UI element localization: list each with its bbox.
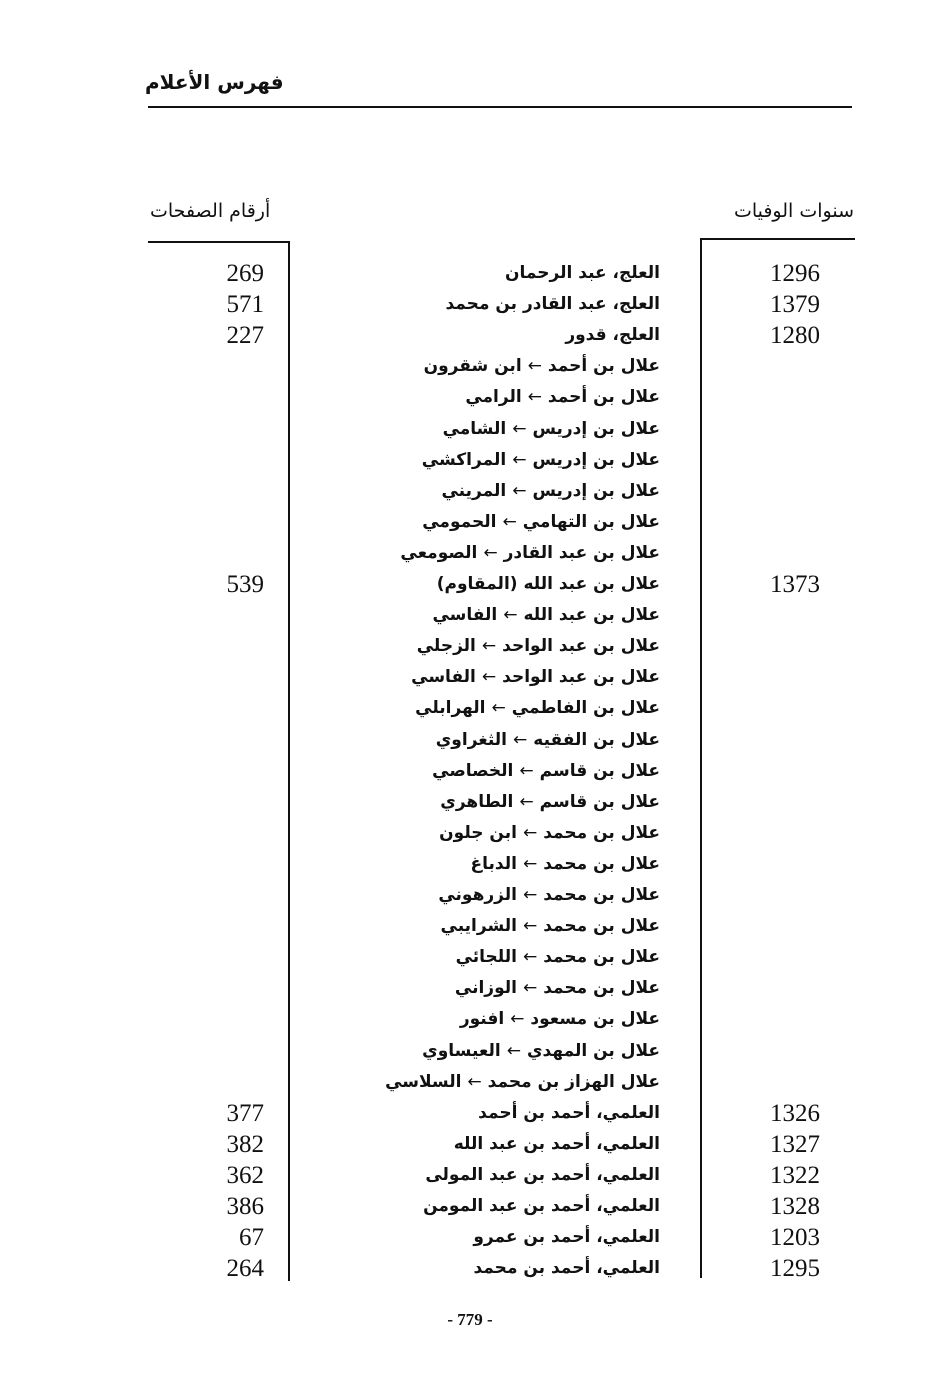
entry-name — [425, 1160, 660, 1191]
death-year: 1379 — [770, 291, 820, 319]
pages-column-title: أرقام الصفحات — [150, 200, 271, 222]
running-title: فهرس الأعلام — [145, 70, 284, 94]
see-arrow-icon: ← — [512, 480, 527, 501]
index-entry — [0, 289, 940, 320]
index-entry — [0, 1222, 940, 1253]
index-entry — [0, 973, 940, 1004]
name-text: علال بن عبد الواحد — [502, 667, 660, 688]
see-arrow-icon: ← — [491, 698, 506, 719]
cross-reference: ابن جلون — [439, 822, 517, 843]
page-reference: 264 — [226, 1255, 264, 1283]
cross-reference: الفاسي — [432, 605, 498, 626]
name-text: العلج، عبد القادر بن محمد — [445, 294, 660, 315]
index-entry — [0, 507, 940, 538]
entry-name — [439, 818, 660, 849]
see-arrow-icon: ← — [481, 636, 497, 657]
name-text: علال بن مسعود — [530, 1009, 660, 1030]
see-arrow-icon: ← — [522, 978, 538, 999]
entry-name — [454, 1129, 660, 1160]
entry-name — [424, 351, 660, 382]
index-entry — [0, 538, 940, 569]
entry-name — [411, 662, 660, 693]
see-arrow-icon: ← — [522, 947, 538, 968]
index-entry — [0, 880, 940, 911]
index-entry — [0, 1098, 940, 1129]
name-text: علال بن عبد القادر — [503, 542, 660, 563]
cross-reference: الشرايبي — [440, 916, 517, 937]
entry-name — [455, 973, 660, 1004]
index-entry — [0, 1067, 940, 1098]
pages-column-top-rule — [148, 241, 290, 243]
see-arrow-icon: ← — [510, 1009, 525, 1030]
entry-name — [422, 445, 660, 476]
name-text: علال الهزاز بن محمد — [487, 1071, 660, 1092]
see-arrow-icon: ← — [481, 667, 497, 688]
index-entry — [0, 1129, 940, 1160]
entry-name — [440, 787, 660, 818]
entry-name — [438, 880, 660, 911]
name-text: علال بن المهدي — [526, 1040, 660, 1061]
entry-name — [415, 693, 660, 724]
name-text: علال بن قاسم — [539, 791, 660, 812]
name-text: العلمي، أحمد بن محمد — [473, 1258, 660, 1279]
name-text: العلمي، أحمد بن عبد المومن — [423, 1196, 660, 1216]
name-text: العلمي، أحمد بن عبد الله — [453, 1133, 660, 1154]
cross-reference: الدباغ — [470, 853, 517, 874]
see-arrow-icon: ← — [522, 885, 538, 905]
see-arrow-icon: ← — [512, 418, 527, 439]
name-text: علال بن إدريس — [532, 418, 660, 439]
see-arrow-icon: ← — [522, 916, 538, 937]
see-arrow-icon: ← — [527, 356, 542, 377]
page-number: - 779 - — [447, 1310, 493, 1329]
page-reference: 539 — [226, 571, 264, 598]
index-entry — [0, 911, 940, 942]
see-arrow-icon: ← — [513, 729, 528, 750]
death-year: 1295 — [770, 1255, 820, 1283]
entry-name — [422, 507, 660, 538]
name-text: علال بن عبد الله (المقاوم) — [436, 574, 660, 594]
entry-name — [441, 476, 660, 507]
page-reference: 386 — [226, 1193, 264, 1220]
entry-name — [456, 942, 660, 973]
years-column-top-rule — [700, 238, 855, 240]
cross-reference: الوزاني — [454, 978, 517, 999]
cross-reference: الثغراوي — [435, 729, 508, 750]
page-reference: 571 — [226, 291, 264, 319]
cross-reference: السلاسي — [385, 1071, 462, 1092]
index-entry — [0, 382, 940, 413]
name-text: علال بن عبد الله — [523, 605, 660, 626]
see-arrow-icon: ← — [512, 449, 527, 470]
index-entry — [0, 258, 940, 289]
name-text: علال بن قاسم — [539, 760, 660, 781]
header-rule — [148, 106, 852, 108]
entry-name — [437, 569, 660, 600]
index-entry — [0, 1004, 940, 1035]
see-arrow-icon: ← — [522, 822, 538, 843]
see-arrow-icon: ← — [506, 1040, 521, 1061]
death-year: 1373 — [770, 571, 820, 598]
entry-name — [505, 258, 660, 289]
name-text: علال بن إدريس — [532, 480, 660, 501]
index-entry — [0, 662, 940, 693]
name-text: علال بن محمد — [543, 853, 660, 874]
entry-name — [460, 1004, 660, 1035]
entry-name — [441, 911, 660, 942]
entry-name — [423, 1191, 660, 1222]
name-text: علال بن عبد الواحد — [502, 636, 660, 657]
index-entry — [0, 1191, 940, 1222]
cross-reference: الشامي — [442, 418, 507, 439]
cross-reference: الفاسي — [411, 667, 476, 688]
death-year: 1203 — [770, 1224, 820, 1252]
death-year: 1327 — [770, 1130, 820, 1158]
index-entry — [0, 569, 940, 600]
page-reference: 362 — [226, 1161, 264, 1189]
name-text: علال بن الفقيه — [533, 729, 660, 750]
cross-reference: ابن شقرون — [423, 356, 522, 377]
index-entry — [0, 351, 940, 382]
cross-reference: الخصاصي — [432, 760, 514, 781]
index-entry — [0, 693, 940, 724]
name-text: علال بن محمد — [543, 822, 660, 843]
index-entry — [0, 414, 940, 445]
death-year: 1322 — [770, 1161, 820, 1189]
name-text: العلمي، أحمد بن عبد المولى — [425, 1164, 660, 1185]
name-text: علال بن محمد — [543, 978, 660, 999]
see-arrow-icon: ← — [519, 791, 534, 812]
index-entry — [0, 787, 940, 818]
cross-reference: المريني — [441, 480, 507, 501]
entry-name — [473, 1222, 660, 1253]
cross-reference: العيساوي — [422, 1040, 501, 1061]
entry-name — [436, 725, 660, 756]
index-entry — [0, 725, 940, 756]
entry-name — [432, 756, 660, 787]
cross-reference: الهرابلي — [415, 698, 486, 719]
page-reference: 377 — [226, 1099, 264, 1127]
page-reference: 382 — [226, 1130, 264, 1158]
index-entry — [0, 849, 940, 880]
page-reference: 227 — [226, 322, 264, 350]
see-arrow-icon: ← — [522, 853, 538, 874]
name-text: علال بن التهامي — [522, 511, 660, 532]
index-entry — [0, 631, 940, 662]
cross-reference: الحمومي — [422, 511, 497, 532]
cross-reference: اللجائي — [455, 947, 517, 968]
death-year: 1280 — [770, 322, 820, 350]
page-reference: 67 — [239, 1224, 264, 1252]
name-text: علال بن أحمد — [547, 387, 660, 408]
death-year: 1328 — [770, 1193, 820, 1220]
index-entry — [0, 476, 940, 507]
name-text: علال بن محمد — [543, 947, 660, 968]
see-arrow-icon: ← — [483, 542, 498, 563]
name-text: علال بن أحمد — [547, 356, 660, 377]
death-year: 1296 — [770, 260, 820, 287]
entry-name — [443, 414, 660, 445]
entry-name — [465, 382, 660, 413]
name-text: علال بن إدريس — [532, 449, 660, 470]
cross-reference: افنور — [459, 1009, 505, 1030]
entry-name — [400, 538, 660, 569]
entry-name — [565, 320, 660, 351]
index-entry — [0, 320, 940, 351]
name-text: العلج، قدور — [565, 325, 660, 346]
see-arrow-icon: ← — [503, 605, 518, 626]
index-entry — [0, 1253, 940, 1284]
index-entry — [0, 1036, 940, 1067]
death-year: 1326 — [770, 1099, 820, 1127]
entry-name — [432, 600, 660, 631]
name-text: علال بن الفاطمي — [511, 698, 660, 719]
index-entry — [0, 942, 940, 973]
entry-name — [422, 1036, 660, 1067]
index-entry — [0, 445, 940, 476]
name-text: العلمي، أحمد بن عمرو — [473, 1227, 660, 1248]
cross-reference: الزجلي — [416, 636, 476, 657]
cross-reference: الزرهوني — [438, 885, 517, 905]
entry-name — [445, 289, 660, 320]
see-arrow-icon: ← — [527, 387, 542, 408]
name-text: علال بن محمد — [543, 916, 660, 937]
index-entry — [0, 600, 940, 631]
name-text: العلمي، أحمد بن أحمد — [478, 1102, 660, 1123]
see-arrow-icon: ← — [502, 511, 517, 532]
entry-name — [385, 1067, 660, 1098]
entry-name — [473, 1253, 660, 1284]
see-arrow-icon: ← — [467, 1071, 482, 1092]
index-entry — [0, 1160, 940, 1191]
cross-reference: الطاهري — [440, 791, 514, 812]
page-reference: 269 — [226, 260, 264, 287]
index-entry — [0, 818, 940, 849]
years-column-title: سنوات الوفيات — [733, 200, 854, 222]
index-entry — [0, 756, 940, 787]
entry-name — [417, 631, 660, 662]
cross-reference: الصومعي — [400, 542, 478, 563]
cross-reference: المراكشي — [421, 449, 507, 470]
name-text: العلج، عبد الرحمان — [505, 263, 660, 283]
name-text: علال بن محمد — [543, 885, 660, 905]
entry-name — [471, 849, 660, 880]
entry-name — [478, 1098, 660, 1129]
see-arrow-icon: ← — [519, 760, 534, 781]
cross-reference: الرامي — [465, 387, 522, 408]
